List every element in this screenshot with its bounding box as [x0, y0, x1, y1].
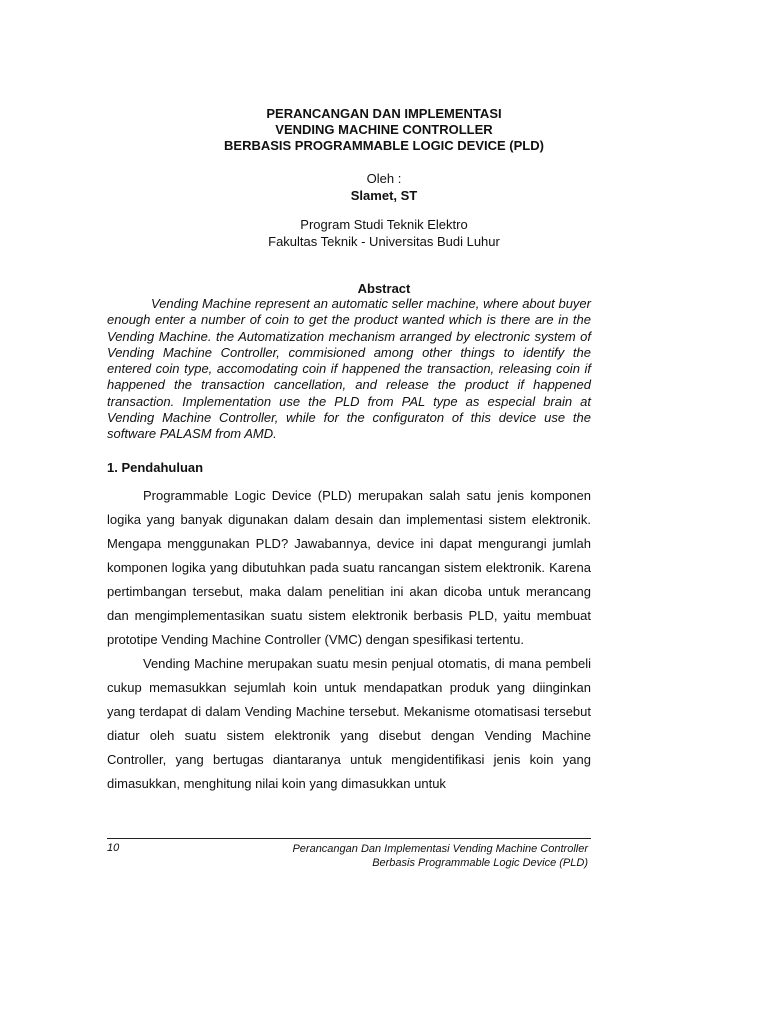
body-paragraph: Programmable Logic Device (PLD) merupakan salah satu jenis komponen logika yang banyak digunakan dalam desain dan implementasi sistem elektronik. Mengapa menggunakan PLD? Jawabannya, device ini dapat mengurangi jumlah komponen logika yang dibutuhkan pada suatu rancangan sistem elektronik. Karena pertimbangan tersebut, maka dalam penelitian ini akan dicoba untuk merancang dan mengimplementasikan suatu sistem elektronik berbasis PLD, yaitu membuat prototipe Vending Machine Controller (VMC) dengan spesifikasi tertentu. [107, 488, 591, 647]
running-title-line-2: Berbasis Programmable Logic Device (PLD) [372, 857, 588, 869]
author-name: Slamet, ST [350, 188, 418, 203]
byline-label: Oleh : [366, 171, 402, 186]
affiliation [0, 216, 768, 250]
abstract-heading: Abstract [357, 281, 411, 296]
paper-title [0, 106, 768, 154]
title-line-1: PERANCANGAN DAN IMPLEMENTASI [266, 106, 502, 121]
page-number: 10 [107, 842, 120, 854]
title-line-2: VENDING MACHINE CONTROLLER [275, 122, 493, 137]
affiliation-program: Program Studi Teknik Elektro [300, 217, 468, 232]
body-paragraph: Vending Machine merupakan suatu mesin penjual otomatis, di mana pembeli cukup memasukkan sejumlah koin untuk mendapatkan produk yang diinginkan yang terdapat di dalam Vending Machine tersebut. Mekanisme otomatisasi tersebut diatur oleh suatu sistem elektronik yang disebut dengan Vending Machine Controller, yang bertugas diantaranya untuk mengidentifikasi jenis koin yang dimasukkan, menghitung nilai koin yang dimasukkan untuk [107, 656, 591, 791]
running-title-line-1: Perancangan Dan Implementasi Vending Machine Controller [292, 843, 588, 855]
affiliation-faculty: Fakultas Teknik - Universitas Budi Luhur [268, 234, 500, 249]
section-body [107, 484, 591, 796]
running-title [292, 842, 588, 870]
byline [0, 170, 768, 204]
title-line-3: BERBASIS PROGRAMMABLE LOGIC DEVICE (PLD) [224, 138, 544, 153]
footer-divider [107, 838, 591, 839]
abstract-text: Vending Machine represent an automatic seller machine, where about buyer enough enter a number of coin to get the product wanted which is there are in the Vending Machine. the Automatization mechanism arranged by electronic system of Vending Machine Controller, commisioned among other things to identify the entered coin type, accomodating coin if happened the transaction, releasing coin if happened the transaction cancellation, and release the product if happened transaction. Implementation use the PLD from PAL type as especial brain at Vending Machine Controller, while for the configuraton of this device use the software PALASM from AMD. [107, 296, 591, 442]
section-heading: 1. Pendahuluan [107, 460, 204, 475]
